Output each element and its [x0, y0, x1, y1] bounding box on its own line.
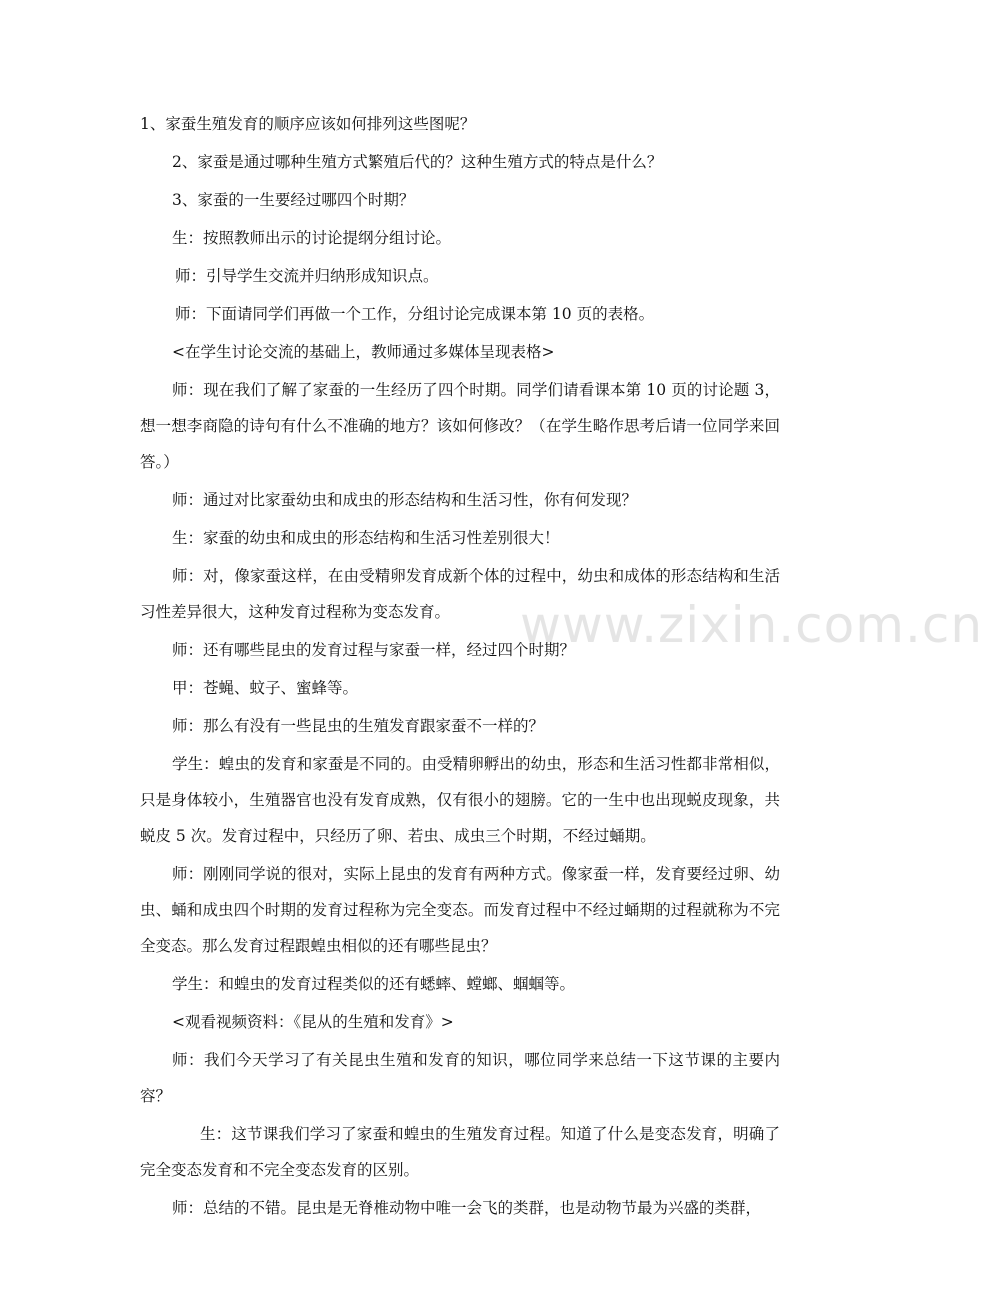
- paragraph-student-discuss: 生：按照教师出示的讨论提纲分组讨论。: [172, 229, 452, 247]
- paragraph-teacher-other-insects: 师：还有哪些昆虫的发育过程与家蚕一样，经过四个时期？: [172, 641, 576, 659]
- watermark-text: www.zixin.com.cn: [520, 596, 983, 654]
- paragraph-teacher-poem: 师：现在我们了解了家蚕的一生经历了四个时期。同学们请看课本第 10 页的讨论题 3，想一想李商隐的诗句有什么不准确的地方？该如何修改？（在学生略作思考后请一位同学来回答。）: [140, 381, 780, 471]
- document-body: [140, 106, 780, 1228]
- paragraph-answer-flies: 甲：苍蝇、蚊子、蜜蜂等。: [172, 679, 359, 697]
- paragraph-question-2: 2、家蚕是通过哪种生殖方式繁殖后代的？这种生殖方式的特点是什么？: [172, 153, 663, 171]
- paragraph-teacher-different: 师：那么有没有一些昆虫的生殖发育跟家蚕不一样的？: [172, 717, 545, 735]
- paragraph-stage-note-video: <观看视频资料：《昆从的生殖和发育》>: [172, 1013, 454, 1031]
- paragraph-student-locust: 学生：蝗虫的发育和家蚕是不同的。由受精卵孵出的幼虫，形态和生活习性都非常相似，只是身体较小，生殖器官也没有发育成熟，仅有很小的翅膀。它的一生中也出现蜕皮现象，共蜕皮 5 次。发育过程中，只经历了卵、若虫、成虫三个时期，不经过蛹期。: [140, 755, 780, 845]
- paragraph-teacher-guide: 师：引导学生交流并归纳形成知识点。: [175, 267, 439, 285]
- paragraph-teacher-two-types: 师：刚刚同学说的很对，实际上昆虫的发育有两种方式。像家蚕一样，发育要经过卵、幼虫、蛹和成虫四个时期的发育过程称为完全变态。而发育过程中不经过蛹期的过程就称为不完全变态。那么发育过程跟蝗虫相似的还有哪些昆虫？: [140, 865, 780, 955]
- paragraph-teacher-summary-ask: 师：我们今天学习了有关昆虫生殖和发育的知识，哪位同学来总结一下这节课的主要内容？: [140, 1051, 780, 1105]
- paragraph-teacher-compare: 师：通过对比家蚕幼虫和成虫的形态结构和生活习性，你有何发现？: [172, 491, 638, 509]
- paragraph-student-difference: 生：家蚕的幼虫和成虫的形态结构和生活习性差别很大！: [172, 529, 560, 547]
- paragraph-question-3: 3、家蚕的一生要经过哪四个时期？: [172, 191, 415, 209]
- paragraph-stage-note-table: <在学生讨论交流的基础上，教师通过多媒体呈现表格>: [172, 343, 555, 361]
- paragraph-student-summary: 生：这节课我们学习了家蚕和蝗虫的生殖发育过程。知道了什么是变态发育，明确了完全变态发育和不完全变态发育的区别。: [140, 1125, 780, 1179]
- paragraph-teacher-table-task: 师：下面请同学们再做一个工作，分组讨论完成课本第 10 页的表格。: [175, 305, 655, 323]
- paragraph-teacher-metamorphosis: 师：对，像家蚕这样，在由受精卵发育成新个体的过程中，幼虫和成体的形态结构和生活习性差异很大，这种发育过程称为变态发育。: [140, 567, 780, 621]
- paragraph-student-similar: 学生：和蝗虫的发育过程类似的还有蟋蟀、螳螂、蝈蝈等。: [172, 975, 576, 993]
- paragraph-teacher-conclusion: 师：总结的不错。昆虫是无脊椎动物中唯一会飞的类群，也是动物节最为兴盛的类群，: [172, 1199, 762, 1217]
- paragraph-question-1: 1、家蚕生殖发育的顺序应该如何排列这些图呢？: [140, 115, 476, 133]
